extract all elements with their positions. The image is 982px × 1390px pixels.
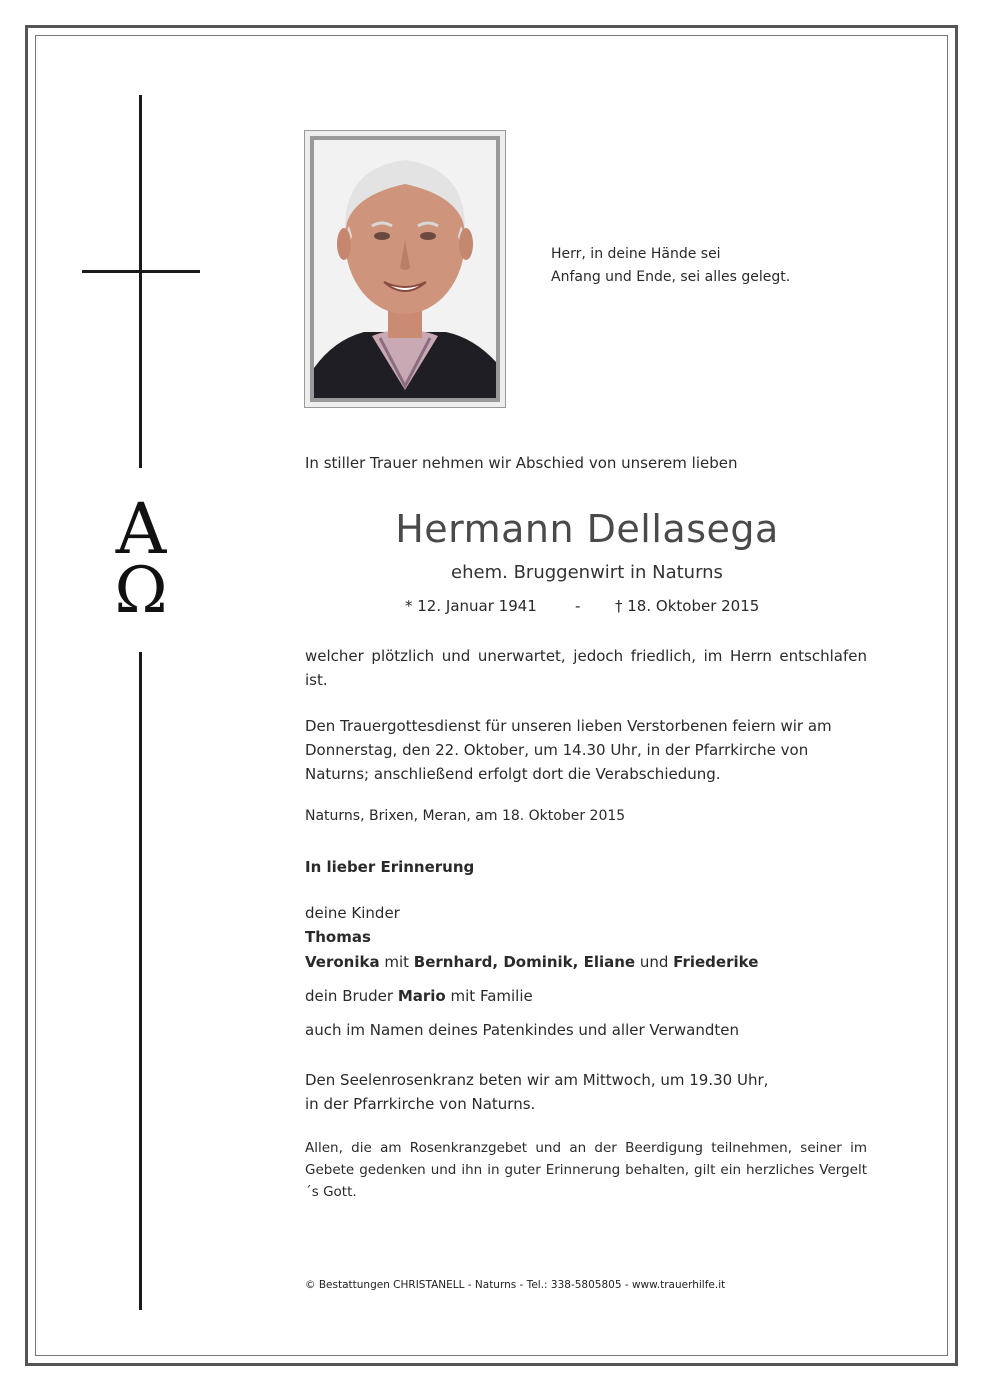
child-veronika: Veronika [305, 953, 380, 971]
brother-suffix: mit Familie [445, 987, 533, 1005]
portrait-photo [314, 140, 496, 398]
cross-vertical-top [139, 95, 142, 468]
cross-horizontal-bar [82, 270, 200, 273]
portrait-frame [304, 130, 506, 408]
relatives-line: auch im Namen deines Patenkindes und aller Verwandten [305, 1021, 739, 1039]
rosary-line-1: Den Seelenrosenkranz beten wir am Mittwoch, um 19.30 Uhr, [305, 1071, 769, 1089]
portrait-illustration [314, 140, 496, 398]
funeral-home-footer: © Bestattungen CHRISTANELL - Naturns - Tel.: 338-5805805 - www.trauerhilfe.it [305, 1279, 726, 1291]
brother-prefix: dein Bruder [305, 987, 398, 1005]
thanks-paragraph: Allen, die am Rosenkranzgebet und an der Beerdigung teilnehmen, seiner im Gebete gedenken und ihn in guter Erinnerung behalten, gilt ein herzliches Vergelt´s Gott. [305, 1140, 867, 1200]
grandchild-friederike: Friederike [673, 953, 759, 971]
children-label: deine Kinder [305, 904, 400, 922]
memory-heading: In lieber Erinnerung [305, 858, 475, 876]
grandchildren-names: Bernhard, Dominik, Eliane [413, 953, 636, 971]
alpha-symbol: A [115, 488, 167, 570]
connector-mit: mit [379, 953, 414, 971]
deceased-subtitle: ehem. Bruggenwirt in Naturns [451, 562, 723, 583]
birth-date: * 12. Januar 1941 [405, 597, 537, 615]
child-thomas: Thomas [305, 928, 371, 946]
funeral-service-paragraph: Den Trauergottesdienst für unseren lieben Verstorbenen feiern wir am Donnerstag, den 22. Oktober, um 14.30 Uhr, in der Pfarrkirche von Naturns; anschließend erfolgt dort die Verabschiedung. [305, 717, 832, 783]
place-and-date: Naturns, Brixen, Meran, am 18. Oktober 2015 [305, 808, 626, 824]
brother-line [305, 987, 533, 1005]
bible-quote [551, 243, 790, 289]
date-separator: - [575, 597, 581, 615]
quote-line-2: Anfang und Ende, sei alles gelegt. [551, 269, 791, 285]
omega-symbol: Ω [114, 554, 168, 628]
death-date: † 18. Oktober 2015 [615, 597, 760, 615]
death-notice-paragraph: welcher plötzlich und unerwartet, jedoch friedlich, im Herrn entschlafen ist. [305, 647, 867, 689]
quote-line-1: Herr, in deine Hände sei [551, 246, 721, 262]
intro-text: In stiller Trauer nehmen wir Abschied von unserem lieben [305, 454, 738, 472]
brother-mario: Mario [397, 987, 446, 1005]
child-veronika-line [305, 953, 758, 971]
connector-und: und [635, 953, 674, 971]
rosary-notice [305, 1068, 768, 1116]
deceased-name: Hermann Dellasega [395, 507, 779, 551]
portrait-mat [310, 136, 500, 402]
life-dates [405, 597, 759, 615]
cross-vertical-bottom [139, 652, 142, 1310]
rosary-line-2: in der Pfarrkirche von Naturns. [305, 1095, 536, 1113]
